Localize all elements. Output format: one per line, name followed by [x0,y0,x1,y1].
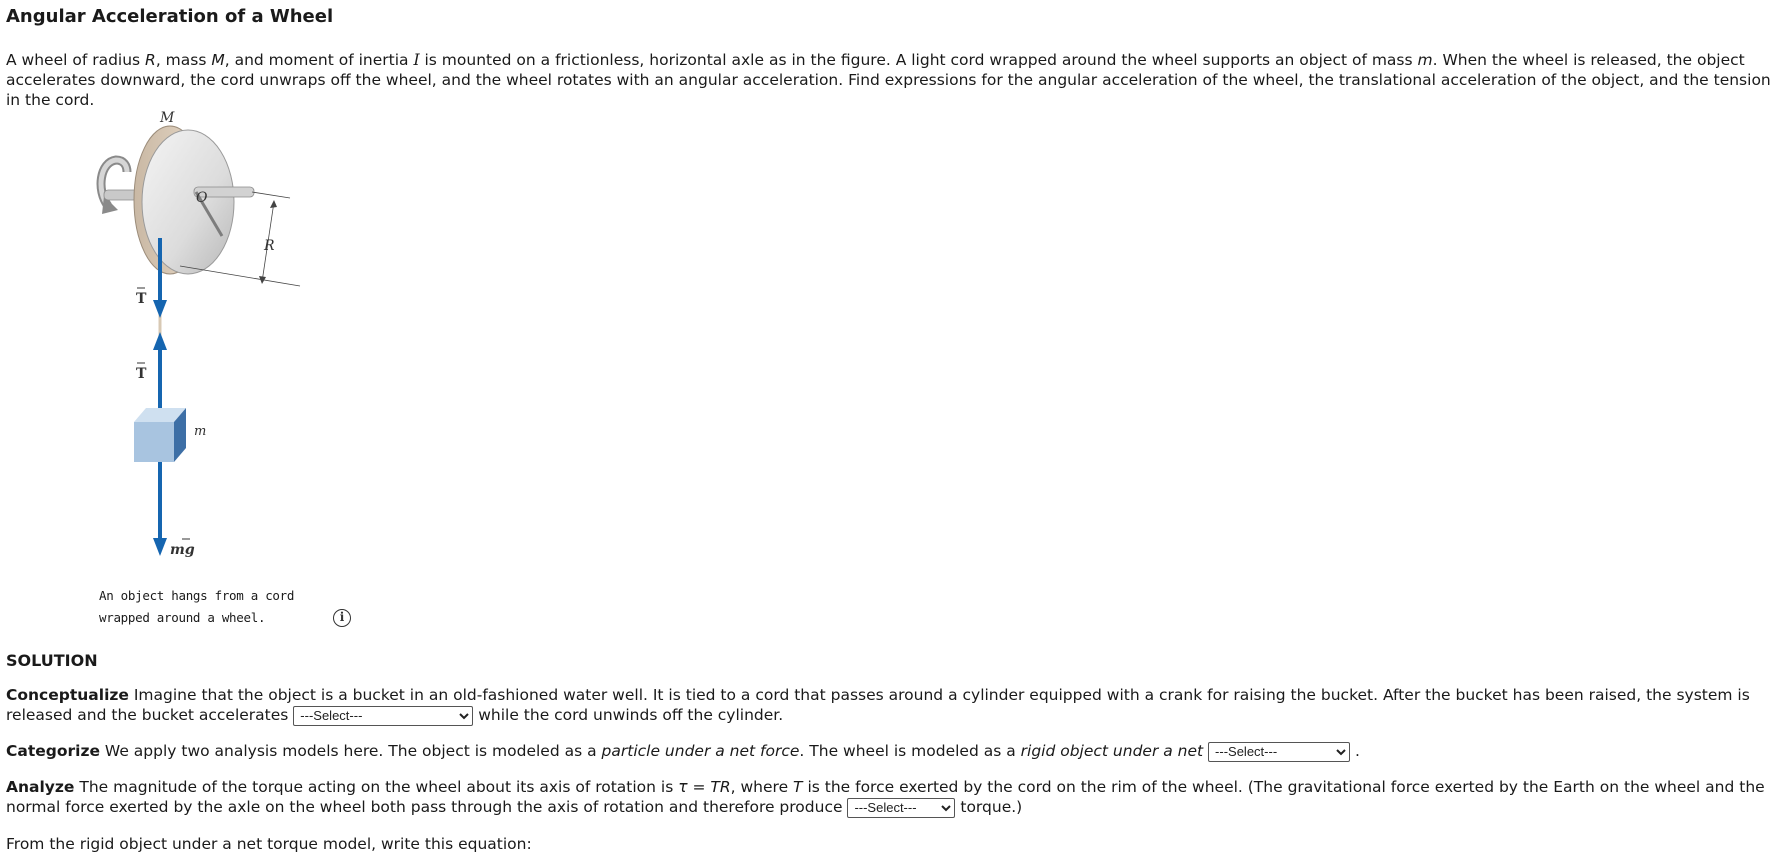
wheel-disc [142,130,234,274]
model-name: particle under a net force [601,742,800,760]
paragraph-text: is the force exerted by the cord on the rim of the wheel. (The gravitational force exerted by the Earth on the wheel and the normal force exerted by the axle on the wheel both pass through the axis of rotation and therefore produce [6,778,1765,816]
label-mg: mg [170,542,195,558]
var-m: m [1417,51,1433,69]
label-O: O [196,190,208,206]
analyze-paragraph [6,777,1771,818]
label-T-top: T [136,291,147,307]
analyze-select[interactable] [847,798,955,818]
paragraph-text: We apply two analysis models here. The object is modeled as a [100,742,602,760]
intro-text: , and moment of inertia [224,51,414,69]
var-I: I [413,51,420,69]
model-name: rigid object under a net [1020,742,1204,760]
intro-text: is mounted on a frictionless, horizontal axle as in the figure. A light cord wrapped around the wheel supports an object of mass [419,51,1418,69]
paragraph-text: . The wheel is modeled as a [799,742,1021,760]
label-R: R [264,238,275,254]
rotation-arrow-icon [101,160,127,214]
page-title: Angular Acceleration of a Wheel [6,6,334,27]
dimension-line [252,192,290,198]
analyze-label: Analyze [6,778,75,796]
intro-text: A wheel of radius [6,51,146,69]
paragraph-text: while the cord unwinds off the cylinder. [473,706,784,724]
paragraph-text: . [1350,742,1360,760]
var-M: M [211,51,225,69]
dimension-line [180,266,300,286]
categorize-label: Categorize [6,742,100,760]
model-equation-prompt: From the rigid object under a net torque model, write this equation: [6,835,532,853]
wheel-figure [94,110,330,580]
label-m: m [194,424,207,439]
label-M: M [160,110,175,126]
intro-text: , mass [155,51,212,69]
var-R: R [145,51,156,69]
categorize-paragraph [6,741,1771,762]
conceptualize-paragraph [6,685,1771,726]
paragraph-text: torque.) [955,798,1023,816]
paragraph-text: Imagine that the object is a bucket in an old-fashioned water well. It is tied to a cord that passes around a cylinder equipped with a crank for raising the bucket. After the bucket has been raised, the system is released and the bucket accelerates [6,686,1750,724]
torque-equation: τ = TR [678,778,731,796]
label-T-bottom: T [136,366,147,382]
hanging-block [134,408,186,462]
paragraph-text: The magnitude of the torque acting on the wheel about its axis of rotation is [74,778,679,796]
info-icon[interactable]: i [333,609,351,627]
paragraph-text: , where [730,778,794,796]
figure-caption: An object hangs from a cord wrapped around a wheel. [99,588,295,625]
var-T: T [793,778,803,796]
intro-text: . When the wheel is released, the object accelerates downward, the cord unwraps off the wheel, and the wheel rotates with an angular acceleration. Find expressions for the angular acceleration of the wheel, the translational acceleration of the object, and the tension in the cord. [6,51,1771,109]
solution-heading: SOLUTION [6,651,98,670]
conceptualize-select[interactable] [293,706,473,726]
conceptualize-label: Conceptualize [6,686,129,704]
problem-statement [6,50,1771,110]
categorize-select[interactable] [1208,742,1350,762]
